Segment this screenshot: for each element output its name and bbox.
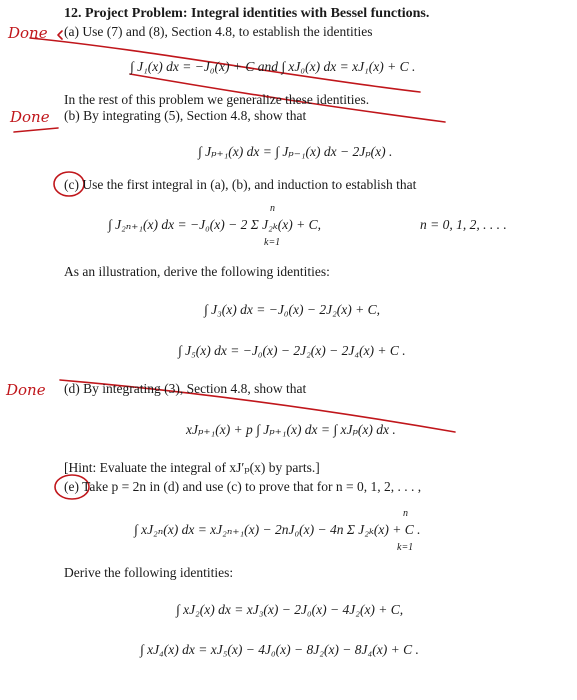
equation-e1: ∫ xJ₂(x) dx = xJ₃(x) − 2J₀(x) − 4J₂(x) + C, — [176, 602, 404, 617]
part-e-text: (e) Take p = 2n in (d) and use (c) to prove that for n = 0, 1, 2, . . . , — [64, 479, 422, 494]
equation-e2: ∫ xJ₄(x) dx = xJ₅(x) − 4J₀(x) − 8J₂(x) − 8J₄(x) + C . — [140, 642, 419, 657]
equation-c-range: n = 0, 1, 2, . . . . — [420, 217, 507, 232]
part-c-text: (c) Use the first integral in (a), (b), and induction to establish that — [64, 177, 417, 192]
equation-e-sum-lower: k=1 — [397, 542, 414, 553]
equation-b: ∫ Jₚ₊₁(x) dx = ∫ Jₚ₋₁(x) dx − 2Jₚ(x) . — [198, 144, 393, 159]
rest-of-problem-text: In the rest of this problem we generalize these identities. — [64, 92, 370, 107]
equation-a: ∫ J₁(x) dx = −J₀(x) + C and ∫ xJ₀(x) dx = xJ₁(x) + C . — [130, 59, 416, 74]
part-a-text: (a) Use (7) and (8), Section 4.8, to establish the identities — [64, 24, 373, 39]
problem-title: 12. Project Problem: Integral identities with Bessel functions. — [64, 6, 430, 21]
equation-e: ∫ xJ₂ₙ(x) dx = xJ₂ₙ₊₁(x) − 2nJ₀(x) − 4n Σ J₂ₖ(x) + C . — [134, 522, 421, 537]
equation-c1: ∫ J₃(x) dx = −J₀(x) − 2J₂(x) + C, — [204, 302, 381, 317]
part-b-text: (b) By integrating (5), Section 4.8, show that — [64, 108, 307, 123]
equation-c-sum-lower: k=1 — [264, 237, 281, 248]
done-annotation-b: Done — [10, 108, 50, 126]
equation-d: xJₚ₊₁(x) + p ∫ Jₚ₊₁(x) dx = ∫ xJₚ(x) dx . — [186, 422, 396, 437]
done-annotation-d: Done — [6, 381, 46, 399]
derive-text: Derive the following identities: — [64, 565, 234, 580]
equation-c-sum-upper: n — [270, 203, 275, 214]
part-d-text: (d) By integrating (3), Section 4.8, show that — [64, 381, 307, 396]
equation-e-sum-upper: n — [403, 508, 408, 519]
hint-text: [Hint: Evaluate the integral of xJ′ₚ(x) by parts.] — [64, 460, 320, 475]
illustration-text: As an illustration, derive the following identities: — [64, 264, 330, 279]
equation-c2: ∫ J₅(x) dx = −J₀(x) − 2J₂(x) − 2J₄(x) + C . — [178, 343, 406, 358]
done-annotation-a: Done — [8, 24, 48, 42]
equation-c: ∫ J₂ₙ₊₁(x) dx = −J₀(x) − 2 Σ J₂ₖ(x) + C, — [108, 217, 322, 232]
